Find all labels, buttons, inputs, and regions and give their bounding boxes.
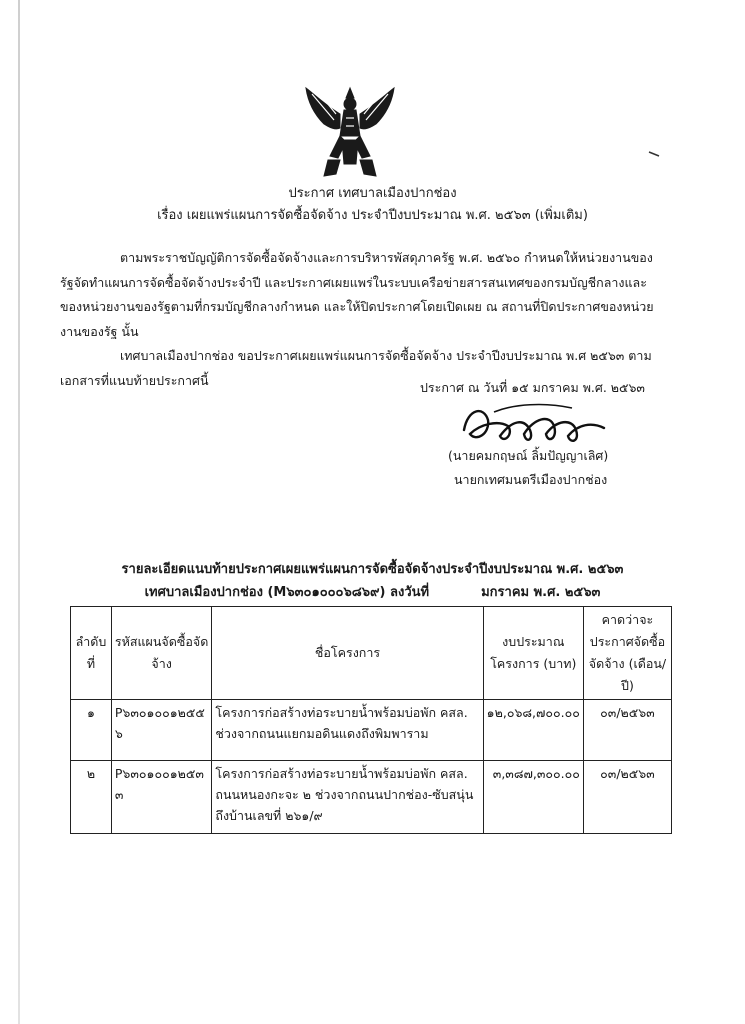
announcement-subject: เรื่อง เผยแพร่แผนการจัดซื้อจัดจ้าง ประจำปีงบประมาณ พ.ศ. ๒๕๖๓ (เพิ่มเติม): [157, 208, 588, 223]
sign-date: ประกาศ ณ วันที่ ๑๕ มกราคม พ.ศ. ๒๕๖๓: [420, 380, 645, 395]
scan-edge: [18, 0, 20, 1024]
header-name: ชื่อโครงการ: [212, 607, 483, 700]
announcement-title: ประกาศ เทศบาลเมืองปากช่อง: [288, 186, 457, 201]
ink-mark-icon: [648, 150, 660, 158]
cell-no: ๒: [71, 761, 112, 834]
header-month: คาดว่าจะประกาศจัดซื้อจัดจ้าง (เดือน/ปี): [583, 607, 671, 700]
annex-heading: [0, 558, 745, 604]
announcement-heading: [0, 183, 745, 227]
cell-name: โครงการก่อสร้างท่อระบายน้ำพร้อมบ่อพัก คสล. ช่วงจากถนนแยกมอดินแดงถึงพิมพาราม: [212, 700, 483, 761]
annex-subtitle: [0, 581, 745, 604]
garuda-emblem-icon: [300, 84, 400, 182]
annex-subtitle-right: มกราคม พ.ศ. ๒๕๖๓: [481, 585, 601, 600]
annex-subtitle-left: เทศบาลเมืองปากช่อง (M๖๓๐๑๐๐๐๖๘๖๙) ลงวันที่: [144, 585, 430, 600]
annex-title: รายละเอียดแนบท้ายประกาศเผยแพร่แผนการจัดซื้อจัดจ้างประจำปีงบประมาณ พ.ศ. ๒๕๖๓: [121, 562, 624, 577]
cell-month: ๐๓/๒๕๖๓: [583, 761, 671, 834]
body-paragraph-2: เทศบาลเมืองปากช่อง ขอประกาศเผยแพร่แผนการจัดซื้อจัดจ้าง ประจำปีงบประมาณ พ.ศ ๒๕๖๓ ตามเอกสารที่แนบท้ายประกาศนี้: [60, 348, 652, 388]
table-row: [71, 700, 672, 761]
signer-name: (นายคมกฤษณ์ ลิ้มปัญญาเลิศ): [448, 448, 609, 463]
table-row: [71, 761, 672, 834]
header-budget: งบประมาณโครงการ (บาท): [483, 607, 583, 700]
signer-position: นายกเทศมนตรีเมืองปากช่อง: [454, 472, 608, 487]
cell-no: ๑: [71, 700, 112, 761]
cell-code: P๖๓๐๑๐๐๑๒๕๓๓: [111, 761, 212, 834]
cell-budget: ๓,๓๘๗,๓๐๐.๐๐: [483, 761, 583, 834]
header-no: ลำดับที่: [71, 607, 112, 700]
cell-month: ๐๓/๒๕๖๓: [583, 700, 671, 761]
procurement-plan-table: [70, 606, 672, 834]
cell-budget: ๑๒,๐๖๘,๗๐๐.๐๐: [483, 700, 583, 761]
header-code: รหัสแผนจัดซื้อจัดจ้าง: [111, 607, 212, 700]
cell-name: โครงการก่อสร้างท่อระบายน้ำพร้อมบ่อพัก คสล. ถนนหนองกะจะ ๒ ช่วงจากถนนปากช่อง-ซับสนุ่น ถึงบ้านเลขที่ ๒๖๑/๙: [212, 761, 483, 834]
cell-code: P๖๓๐๑๐๐๑๒๕๕๖: [111, 700, 212, 761]
table-header-row: [71, 607, 672, 700]
body-paragraph-1: ตามพระราชบัญญัติการจัดซื้อจัดจ้างและการบริหารพัสดุภาครัฐ พ.ศ. ๒๕๖๐ กำหนดให้หน่วยงานของรัฐจัดทำแผนการจัดซื้อจัดจ้างประจำปี และประกาศเผยแพร่ในระบบเครือข่ายสารสนเทศของกรมบัญชีกลางและของหน่วยงานของรัฐตามที่กรมบัญชีกลางกำหนด และให้ปิดประกาศโดยเปิดเผย ณ สถานที่ปิดประกาศของหน่วยงานของรัฐ นั้น: [60, 250, 654, 339]
handwritten-signature-icon: [454, 400, 614, 448]
